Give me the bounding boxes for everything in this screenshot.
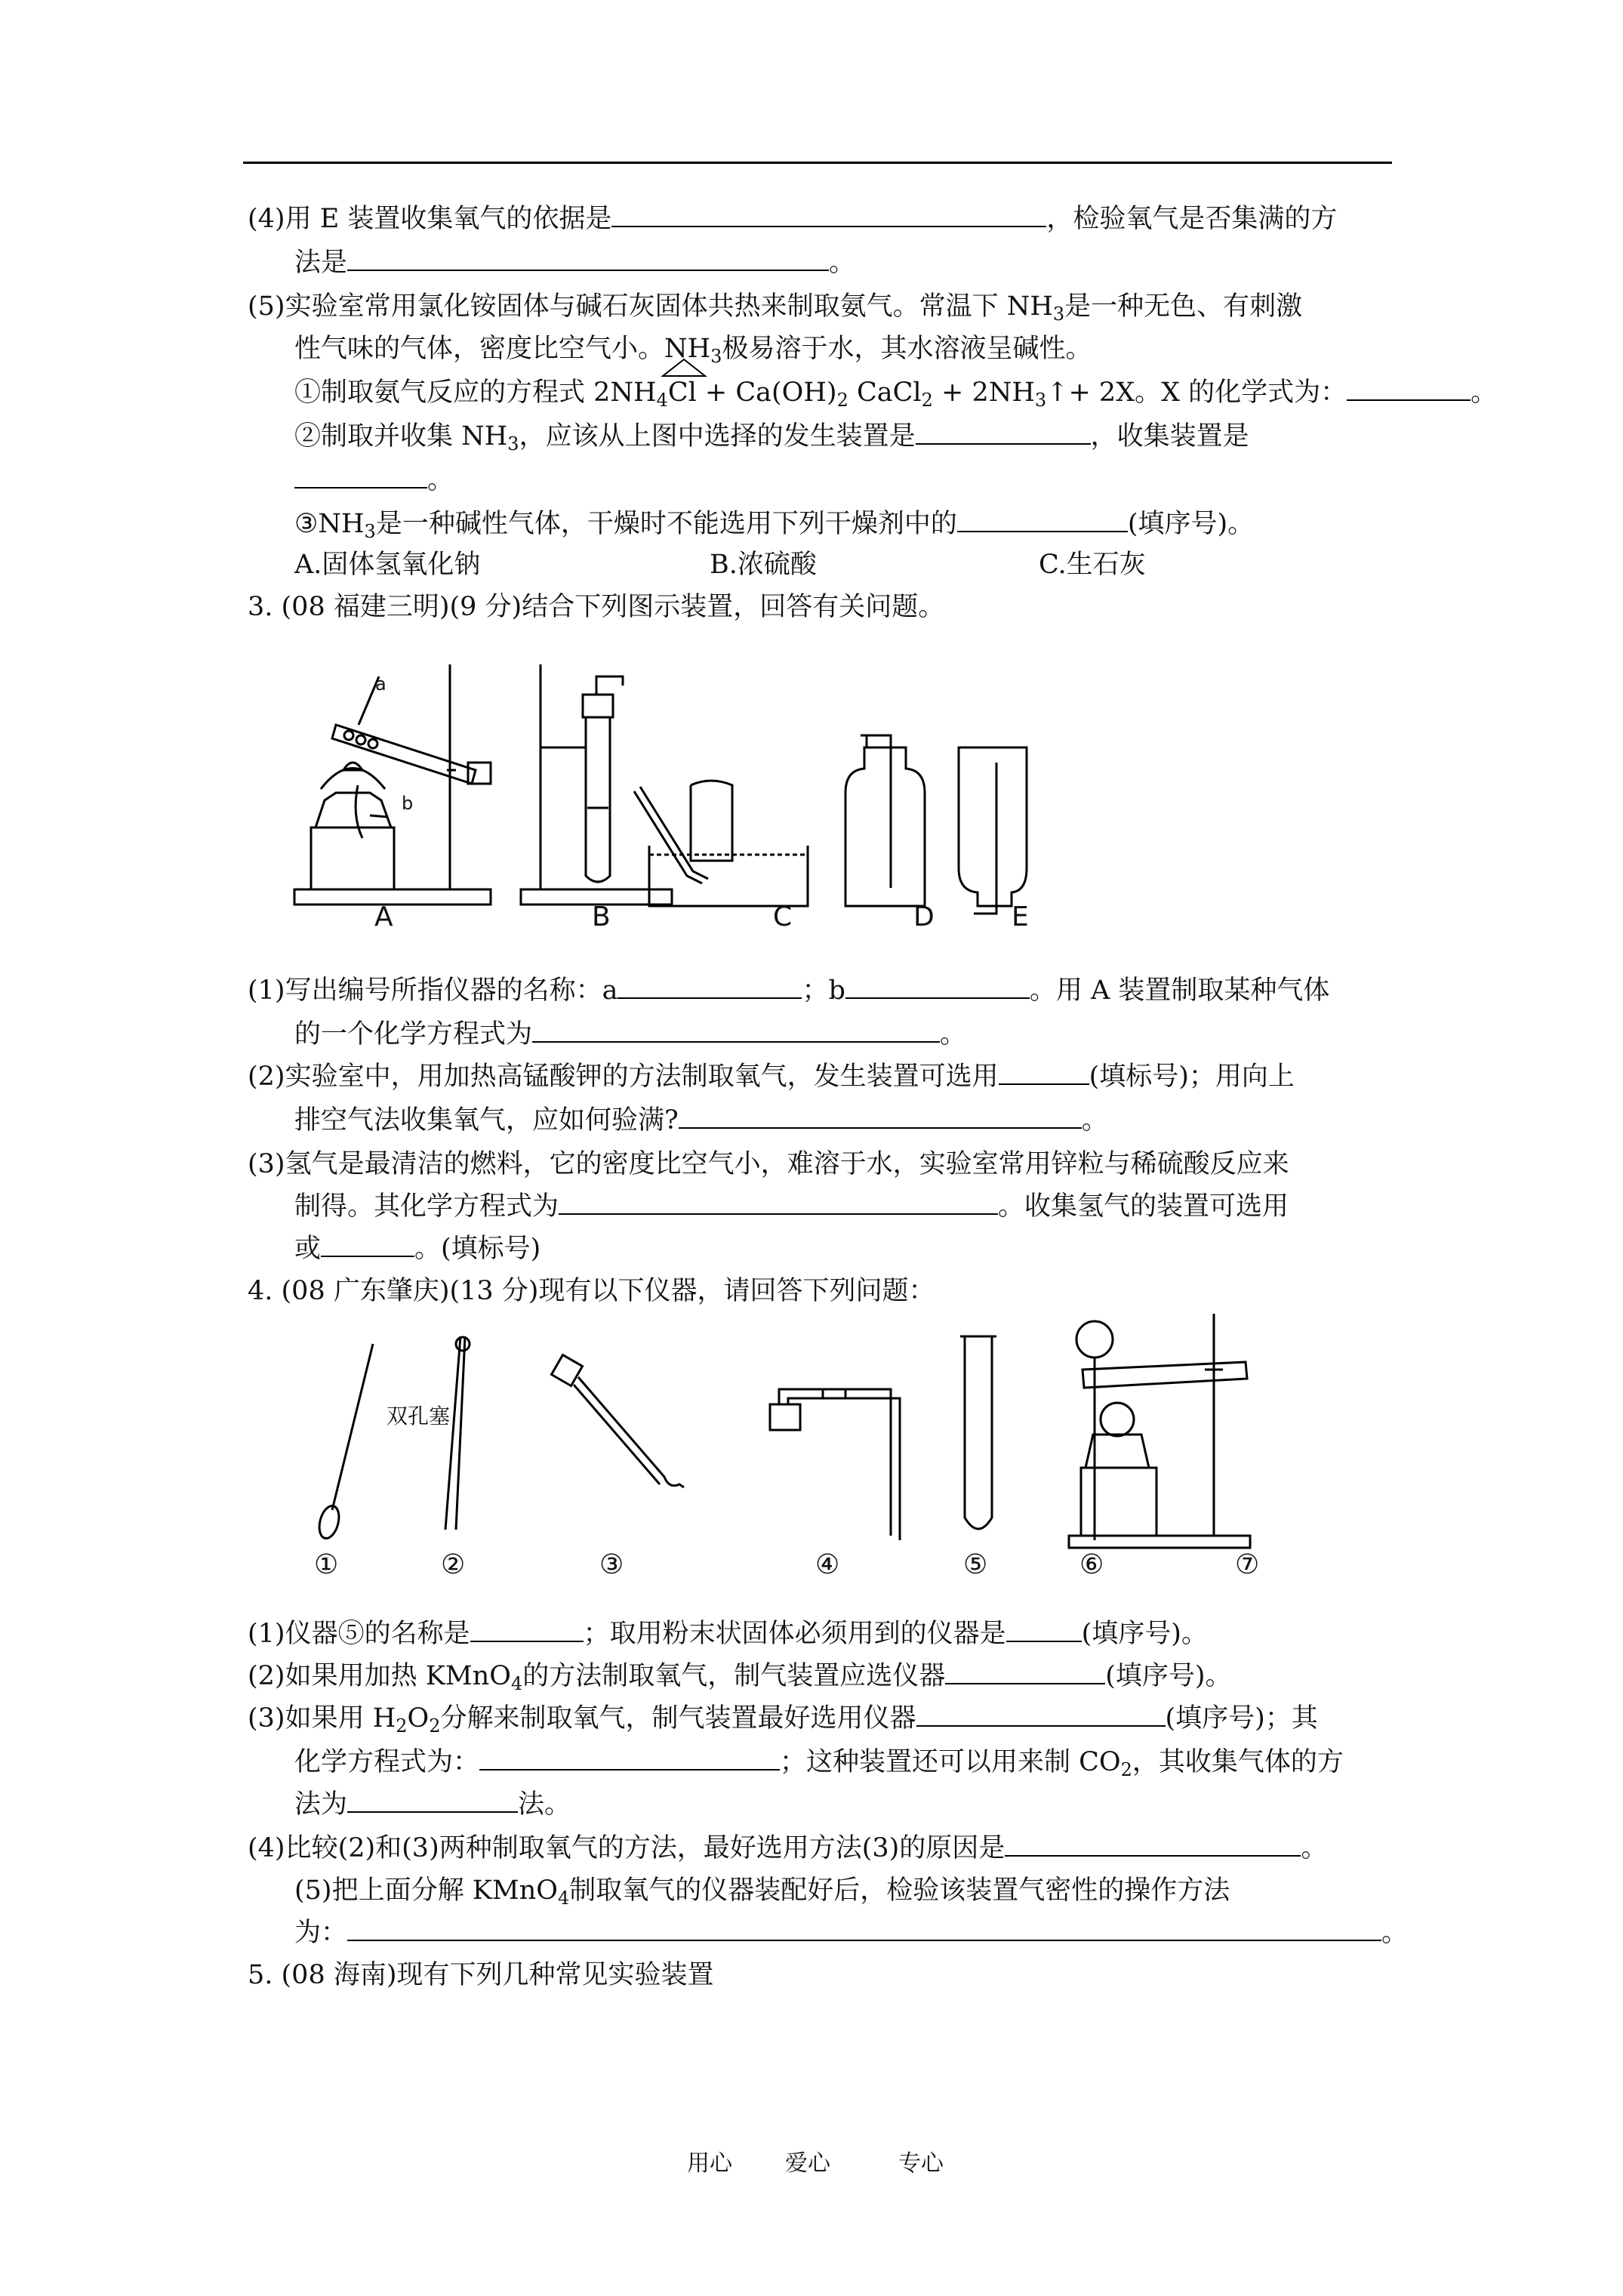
q4-fig-label-6: ⑥: [1079, 1549, 1104, 1580]
q4-part2: (2)如果用加热 KMnO$_4$的方法制取氧气，制气装置应选仪器 (填序号)。: [248, 1658, 1232, 1694]
q3-fig-label-a: A: [374, 901, 393, 932]
q2-sub2-line2: 。: [294, 462, 454, 498]
q2-sub2-line1: ②制取并收集 $NH_3$，应该从上图中选择的发生装置是 ，收集装置是: [294, 418, 1249, 455]
q3-part1-line1: (1)写出编号所指仪器的名称：a ；b 。用 A 装置制取某种气体: [248, 972, 1329, 1009]
q4-part4: (4)比较(2)和(3)两种制取氧气的方法，最好选用方法(3)的原因是 。: [248, 1830, 1327, 1866]
footer-text-3: 专心: [898, 2150, 944, 2177]
q5-title: 5. (08 海南)现有下列几种常见实验装置: [248, 1960, 714, 1990]
header-rule: [243, 162, 1392, 164]
answer-blank[interactable]: [321, 1231, 414, 1257]
answer-blank[interactable]: [679, 1103, 1082, 1129]
q4-fig-label-3: ③: [599, 1549, 624, 1580]
answer-blank[interactable]: [347, 1787, 518, 1813]
answer-blank[interactable]: [945, 1659, 1105, 1684]
q4-fig-label-1: ①: [314, 1549, 339, 1580]
answer-blank[interactable]: [347, 245, 829, 271]
answer-blank[interactable]: [957, 507, 1128, 532]
q4-fig-label-2: ②: [441, 1549, 466, 1580]
q4-fig-label-7: ⑦: [1235, 1549, 1260, 1580]
answer-blank[interactable]: [1005, 1831, 1301, 1857]
q4-part1: (1)仪器⑤的名称是 ；取用粉末状固体必须用到的仪器是 (填序号)。: [248, 1616, 1208, 1652]
q4-fig-label-5: ⑤: [963, 1549, 988, 1580]
q4-part3-line3: 法为 法。: [294, 1786, 571, 1823]
q3-fig-label-e: E: [1012, 901, 1029, 932]
q3-fig-label-d: D: [913, 901, 935, 932]
q3-part-label-b: b: [402, 793, 414, 814]
q3-part1-line2: 的一个化学方程式为 。: [294, 1016, 966, 1052]
answer-blank[interactable]: [532, 1017, 940, 1043]
answer-blank[interactable]: [479, 1745, 780, 1771]
q3-part3-line1: (3)氢气是最清洁的燃料，它的密度比空气小，难溶于水，实验室常用锌粒与稀硫酸反应来: [248, 1149, 1289, 1179]
q4-title: 4. (08 广东肇庆)(13 分)现有以下仪器，请回答下列问题：: [248, 1276, 935, 1306]
answer-blank[interactable]: [559, 1189, 998, 1215]
q4-part3-line1: (3)如果用 $H_2O_2$分解来制取氧气，制气装置最好选用仪器 (填序号)；其: [248, 1700, 1318, 1737]
q3-fig-label-b: B: [592, 901, 611, 932]
answer-blank[interactable]: [1347, 375, 1471, 401]
q3-apparatus-figure: [279, 657, 1079, 929]
answer-blank[interactable]: [916, 1701, 1166, 1727]
q4-instruments-figure: [302, 1314, 1434, 1555]
option-a: A.固体氢氧化钠: [294, 550, 481, 580]
answer-blank[interactable]: [916, 419, 1091, 445]
q2-sub3: $③NH_3$是一种碱性气体，干燥时不能选用下列干燥剂中的 (填序号)。: [294, 506, 1254, 542]
answer-blank[interactable]: [470, 1616, 584, 1642]
answer-blank[interactable]: [845, 973, 1030, 999]
q4-fig-label-4: ④: [815, 1549, 840, 1580]
q3-fig-label-c: C: [773, 901, 793, 932]
option-c: C.生石灰: [1039, 550, 1146, 580]
q3-part-label-a: a: [375, 673, 387, 695]
answer-blank[interactable]: [617, 973, 802, 999]
option-b: B.浓硫酸: [710, 550, 817, 580]
footer-text-1: 用心: [687, 2150, 732, 2177]
q2-part5-line1: (5)实验室常用氯化铵固体与碱石灰固体共热来制取氨气。常温下 $NH_3$是一种无色、有刺激: [248, 291, 1303, 325]
q2-sub1: ①制取氨气反应的方程式 $2NH_4Cl + Ca(OH)_2$ CaCl$_2$ + $2NH_3↑+ 2X$。X 的化学式为： 。: [294, 374, 1497, 411]
stopper-label: 双孔塞: [387, 1404, 451, 1428]
q4-part5-line1: (5)把上面分解 KMnO$_4$制取氧气的仪器装配好后，检验该装置气密性的操作方法: [294, 1875, 1230, 1909]
q3-part2-line1: (2)实验室中，用加热高锰酸钾的方法制取氧气，发生装置可选用 (填标号)；用向上: [248, 1059, 1295, 1095]
q4-part5-line2: 为： 。: [294, 1915, 1408, 1951]
q4-part3-line2: 化学方程式为： ；这种装置还可以用来制 $CO_2$，其收集气体的方: [294, 1744, 1344, 1780]
answer-blank[interactable]: [294, 463, 427, 488]
q3-title: 3. (08 福建三明)(9 分)结合下列图示装置，回答有关问题。: [248, 592, 945, 622]
answer-blank[interactable]: [347, 1915, 1381, 1941]
answer-blank[interactable]: [611, 202, 1046, 227]
footer-text-2: 爱心: [785, 2150, 830, 2177]
answer-blank[interactable]: [999, 1059, 1089, 1085]
heating-triangle-icon: [654, 356, 714, 379]
answer-blank[interactable]: [1006, 1616, 1082, 1642]
q3-part3-line2: 制得。其化学方程式为 。收集氢气的装置可选用: [294, 1188, 1289, 1225]
q3-part2-line2: 排空气法收集氧气，应如何验满? 。: [294, 1102, 1108, 1139]
q2-part5-line2: 性气味的气体，密度比空气小。$NH_3$极易溶于水，其水溶液呈碱性。: [294, 334, 1092, 367]
q3-part3-line3: 或 。(填标号): [294, 1231, 540, 1267]
q2-part4-line2: 法是 。: [294, 245, 855, 281]
q2-part4-line1: (4)用 E 装置收集氧气的依据是 ，检验氧气是否集满的方: [248, 201, 1337, 237]
